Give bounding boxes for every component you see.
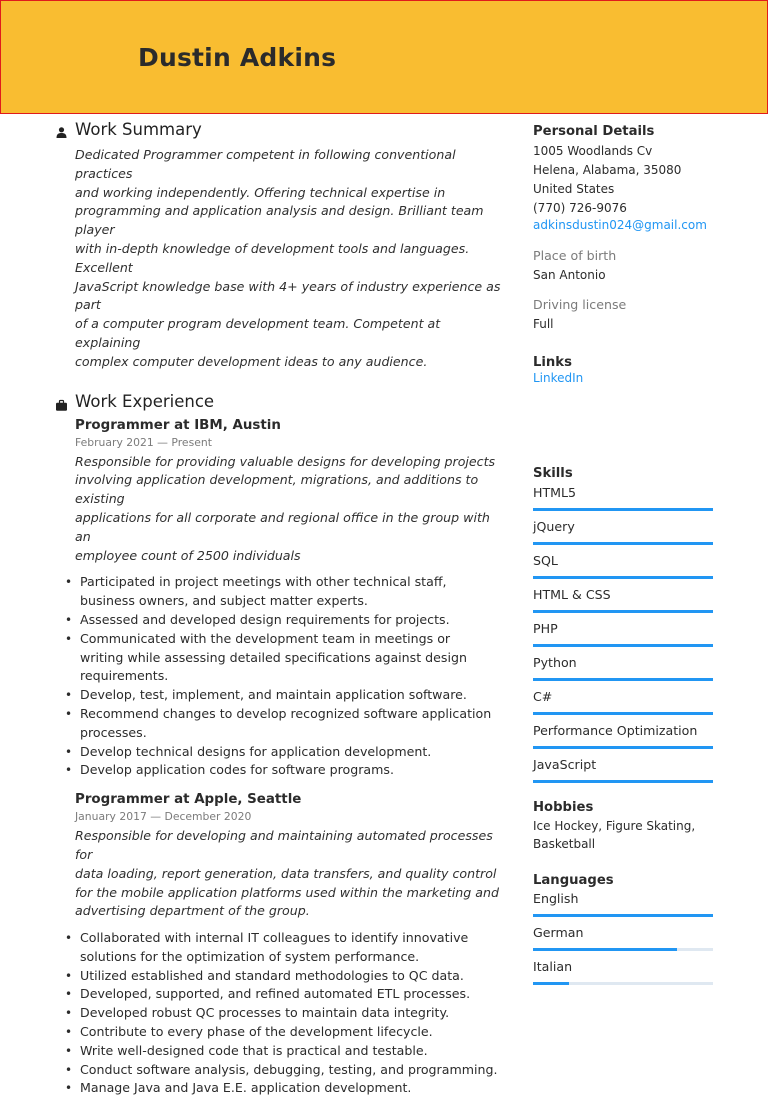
skills-heading: Skills xyxy=(533,466,573,482)
email-link[interactable]: adkinsdustin024@gmail.com xyxy=(533,217,707,232)
languages-heading: Languages xyxy=(533,873,614,889)
birth-value: San Antonio xyxy=(533,267,606,282)
bullet-line: • Assessed and developed design requirements for projects. xyxy=(80,611,450,627)
job-title: Programmer at IBM, Austin xyxy=(75,417,281,433)
list-item xyxy=(52,985,507,1004)
skill-level-bar xyxy=(533,644,713,647)
desc-line: Responsible for developing and maintaining automated processes for xyxy=(75,828,493,862)
sidebar xyxy=(533,124,715,991)
linkedin-link[interactable]: LinkedIn xyxy=(533,371,584,386)
bullet-line: • Collaborated with internal IT colleagues to identify innovative xyxy=(80,930,469,946)
skill-level-bar xyxy=(533,780,713,783)
bullet-line: • Contribute to every phase of the development lifecycle. xyxy=(80,1024,433,1040)
hobbies-heading: Hobbies xyxy=(533,800,594,816)
phone: (770) 726-9076 xyxy=(533,200,627,215)
list-item xyxy=(52,1004,507,1023)
bullet-line: processes. xyxy=(80,724,147,740)
list-item xyxy=(52,1079,507,1098)
skill-item xyxy=(533,585,715,613)
birth-label: Place of birth xyxy=(533,247,617,263)
bullet-line: • Utilized established and standard methodologies to QC data. xyxy=(80,967,464,983)
summary-line: with in-depth knowledge of development tools and languages. Excellent xyxy=(75,240,470,275)
skill-item xyxy=(533,755,715,783)
bullet-line: business owners, and subject matter experts. xyxy=(80,593,368,609)
list-item xyxy=(52,630,507,686)
bullet-line: writing while assessing detailed specifications against design xyxy=(80,649,467,665)
bullet-line: solutions for the optimization of system performance. xyxy=(80,948,420,964)
language-name: English xyxy=(533,891,579,907)
language-name: German xyxy=(533,925,584,941)
work-summary-heading-row xyxy=(52,120,507,144)
personal-details-heading: Personal Details xyxy=(533,124,655,139)
list-item xyxy=(52,1061,507,1080)
skill-level-fill xyxy=(533,746,713,749)
language-name: Italian xyxy=(533,959,573,975)
country: United States xyxy=(533,182,615,197)
skill-item xyxy=(533,653,715,681)
job-description xyxy=(75,453,507,566)
skill-level-bar xyxy=(533,610,713,613)
bullet-line: • Developed robust QC processes to maintain data integrity. xyxy=(80,1005,450,1021)
skill-name: C# xyxy=(533,689,553,705)
bullet-line: • Develop technical designs for application development. xyxy=(80,743,432,759)
candidate-name: Dustin Adkins xyxy=(138,43,337,72)
skill-item xyxy=(533,619,715,647)
summary-line: Dedicated Programmer competent in following conventional practices xyxy=(75,147,456,181)
skill-level-fill xyxy=(533,576,713,579)
desc-line: data loading, report generation, data transfers, and quality control xyxy=(75,865,497,881)
list-item xyxy=(52,967,507,986)
skill-item xyxy=(533,551,715,579)
skill-name: SQL xyxy=(533,553,558,569)
address-line-1: 1005 Woodlands Cv xyxy=(533,144,653,158)
main-column xyxy=(52,120,507,1098)
bullet-line: • Developed, supported, and refined automated ETL processes. xyxy=(80,986,471,1002)
skill-level-fill xyxy=(533,780,713,783)
skill-item xyxy=(533,483,715,511)
language-item xyxy=(533,889,715,917)
personal-details xyxy=(533,142,715,216)
summary-line: of a computer program development team. Competent at explaining xyxy=(75,316,441,350)
skill-level-fill xyxy=(533,508,713,511)
skill-name: HTML5 xyxy=(533,485,577,501)
desc-line: for the mobile application platforms used within the marketing and xyxy=(75,884,499,900)
bullet-line: • Communicated with the development team in meetings or xyxy=(80,630,451,646)
address-line-2: Helena, Alabama, 35080 xyxy=(533,163,682,178)
skill-level-fill xyxy=(533,712,713,715)
skill-item xyxy=(533,721,715,749)
header-banner xyxy=(0,0,768,114)
job-bullets xyxy=(52,929,507,1098)
language-item xyxy=(533,923,715,951)
summary-line: JavaScript knowledge base with 4+ years of industry experience as part xyxy=(75,278,501,313)
bullet-line: • Participated in project meetings with other technical staff, xyxy=(80,574,447,590)
list-item xyxy=(52,1023,507,1042)
language-level-bar xyxy=(533,948,713,951)
skill-level-bar xyxy=(533,678,713,681)
hobbies-line: Ice Hockey, Figure Skating, xyxy=(533,819,696,834)
job-title: Programmer at Apple, Seattle xyxy=(75,792,302,808)
job-bullets xyxy=(52,573,507,780)
skill-item xyxy=(533,687,715,715)
skill-level-bar xyxy=(533,576,713,579)
language-item xyxy=(533,957,715,985)
skill-level-bar xyxy=(533,542,713,545)
list-item xyxy=(52,705,507,743)
summary-line: programming and application analysis and design. Brilliant team player xyxy=(75,203,484,238)
summary-line: complex computer development ideas to any audience. xyxy=(75,353,428,369)
language-level-fill xyxy=(533,948,677,951)
languages-list xyxy=(533,889,715,985)
desc-line: Responsible for providing valuable designs for developing projects xyxy=(75,453,496,469)
job-entry xyxy=(75,418,507,566)
bullet-line: • Write well-designed code that is practical and testable. xyxy=(80,1042,428,1058)
list-item xyxy=(52,1042,507,1061)
skill-level-bar xyxy=(533,508,713,511)
skill-name: Performance Optimization xyxy=(533,723,698,739)
desc-line: involving application development, migrations, and additions to existing xyxy=(75,472,479,507)
person-icon xyxy=(56,127,67,138)
language-level-fill xyxy=(533,982,569,985)
work-experience-heading-row xyxy=(52,392,507,416)
work-summary-text xyxy=(75,146,507,372)
list-item xyxy=(52,611,507,630)
language-level-bar xyxy=(533,914,713,917)
skill-level-fill xyxy=(533,644,713,647)
bullet-line: requirements. xyxy=(80,668,169,684)
bullet-line: • Conduct software analysis, debugging, testing, and programming. xyxy=(80,1061,498,1077)
list-item xyxy=(52,929,507,967)
license-label: Driving license xyxy=(533,296,627,312)
skill-level-fill xyxy=(533,542,713,545)
work-summary-heading: Work Summary xyxy=(75,120,202,139)
desc-line: employee count of 2500 individuals xyxy=(75,547,301,563)
links-heading: Links xyxy=(533,355,572,371)
bullet-line: • Recommend changes to develop recognized software application xyxy=(80,705,492,721)
license-value: Full xyxy=(533,316,554,331)
list-item xyxy=(52,686,507,705)
bullet-line: • Manage Java and Java E.E. application development. xyxy=(80,1080,412,1096)
job-dates: February 2021 — Present xyxy=(75,435,212,449)
bullet-line: • Develop, test, implement, and maintain application software. xyxy=(80,687,467,703)
briefcase-icon xyxy=(56,400,67,411)
skill-level-bar xyxy=(533,746,713,749)
hobbies-line: Basketball xyxy=(533,837,596,852)
skill-item xyxy=(533,517,715,545)
job-entry xyxy=(75,792,507,921)
skill-level-fill xyxy=(533,678,713,681)
list-item xyxy=(52,743,507,762)
work-experience-heading: Work Experience xyxy=(75,391,215,411)
desc-line: applications for all corporate and regional office in the group with an xyxy=(75,509,490,544)
bullet-line: • Develop application codes for software programs. xyxy=(80,762,394,778)
skill-level-fill xyxy=(533,610,713,613)
summary-line: and working independently. Offering technical expertise in xyxy=(75,184,446,200)
list-item xyxy=(52,573,507,611)
work-summary-section xyxy=(52,120,507,372)
skills-list xyxy=(533,483,715,783)
job-dates: January 2017 — December 2020 xyxy=(75,810,252,824)
work-experience-section xyxy=(52,392,507,1098)
list-item xyxy=(52,761,507,780)
desc-line: advertising department of the group. xyxy=(75,903,310,919)
job-description xyxy=(75,827,507,921)
language-level-fill xyxy=(533,914,713,917)
language-level-bar xyxy=(533,982,713,985)
skill-name: jQuery xyxy=(533,519,575,535)
skill-name: Python xyxy=(533,655,577,671)
hobbies-text xyxy=(533,817,715,853)
skill-name: JavaScript xyxy=(533,757,597,773)
skill-level-bar xyxy=(533,712,713,715)
skill-name: HTML & CSS xyxy=(533,587,611,603)
skill-name: PHP xyxy=(533,621,558,637)
